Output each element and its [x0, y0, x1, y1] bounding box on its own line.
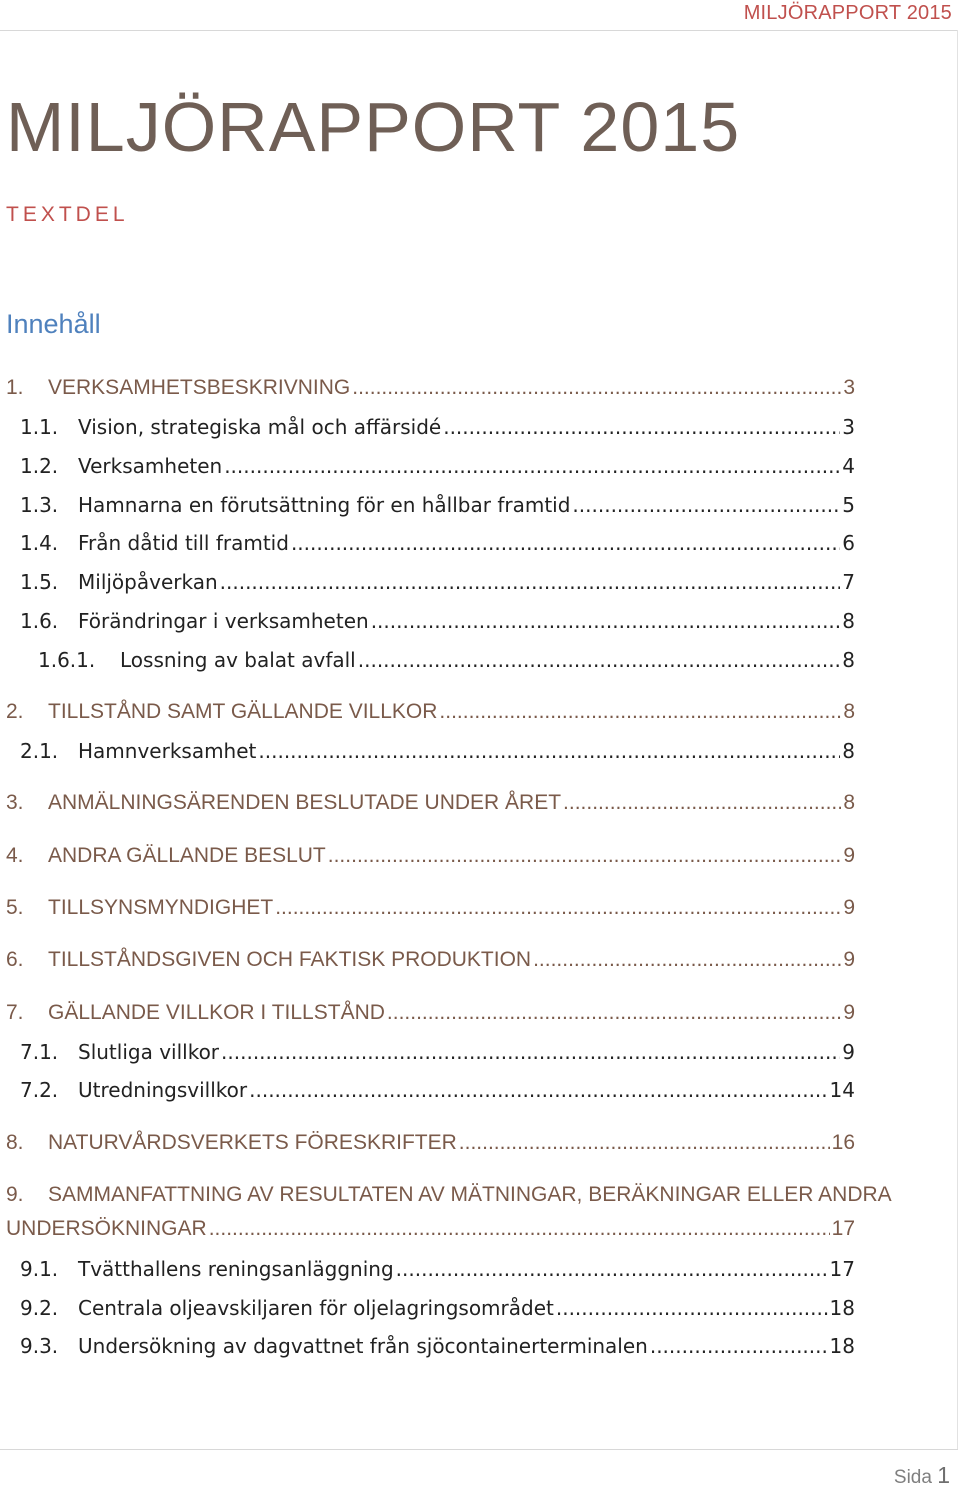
toc-entry-title: Förändringar i verksamheten: [78, 609, 369, 633]
toc-dot-leader: [439, 700, 841, 724]
toc-entry-page: 3: [843, 376, 855, 399]
toc-entry-page: 8: [843, 700, 855, 723]
running-header: MILJÖRAPPORT 2015: [743, 2, 952, 24]
toc-entry[interactable]: [6, 1001, 855, 1025]
footer-divider: [0, 1449, 958, 1450]
toc-entry-page: 5: [842, 493, 855, 517]
toc-entry-number: 1.1.: [20, 415, 59, 439]
toc-entry-number: 9.3.: [20, 1334, 59, 1358]
toc-entry[interactable]: [20, 739, 855, 763]
toc-entry-number: 9.: [6, 1183, 24, 1206]
toc-entry-title: SAMMANFATTNING AV RESULTATEN AV MÄTNINGAR, BERÄKNINGAR ELLER ANDRA: [48, 1183, 892, 1206]
toc-entry[interactable]: [20, 1040, 855, 1064]
document-title: MILJÖRAPPORT 2015: [6, 88, 741, 166]
header-divider: [0, 30, 958, 31]
toc-dot-leader: [275, 896, 841, 920]
toc-entry-number: 8.: [6, 1131, 24, 1154]
toc-entry-page: 9: [842, 1040, 855, 1064]
toc-entry-title: Slutliga villkor: [78, 1040, 220, 1064]
toc-dot-leader: [352, 376, 841, 400]
toc-entry-page: 6: [842, 531, 855, 555]
toc-entry-page: 9: [843, 948, 855, 971]
toc-entry-page: 16: [831, 1131, 855, 1154]
page-number: 1: [937, 1462, 950, 1488]
document-subtitle: TEXTDEL: [6, 203, 129, 226]
toc-dot-leader: [572, 493, 840, 517]
toc-entry-title: Vision, strategiska mål och affärsidé: [78, 415, 442, 439]
toc-entry-page: 8: [842, 739, 855, 763]
toc-entry[interactable]: [20, 1078, 855, 1102]
toc-entry-number: 2.: [6, 700, 24, 723]
toc-entry-page: 4: [842, 454, 855, 478]
toc-entry-line2: [6, 1212, 855, 1246]
toc-entry-number: 9.2.: [20, 1296, 59, 1320]
toc-entry[interactable]: [6, 791, 855, 815]
toc-entry-page: 8: [842, 609, 855, 633]
toc-entry[interactable]: [20, 570, 855, 594]
toc-entry-title: NATURVÅRDSVERKETS FÖRESKRIFTER: [48, 1131, 457, 1154]
toc-heading: Innehåll: [6, 309, 101, 339]
toc-dot-leader: [533, 948, 841, 972]
toc-entry-page: 7: [842, 570, 855, 594]
toc-dot-leader: [371, 609, 841, 633]
toc-entry-page: 17: [829, 1257, 855, 1281]
toc-entry-title: TILLSTÅNDSGIVEN OCH FAKTISK PRODUKTION: [48, 948, 532, 971]
toc-entry-title: Hamnarna en förutsättning för en hållbar framtid: [78, 493, 571, 517]
toc-dot-leader: [396, 1257, 828, 1281]
toc-entry[interactable]: [6, 896, 855, 920]
toc-entry-number: 6.: [6, 948, 24, 971]
toc-dot-leader: [387, 1001, 841, 1025]
toc-entry-page: 18: [829, 1296, 855, 1320]
toc-entry-number: 7.2.: [20, 1078, 59, 1102]
toc-entry[interactable]: [20, 1296, 855, 1320]
toc-dot-leader: [209, 1212, 830, 1246]
toc-entry-number: 1.5.: [20, 570, 59, 594]
toc-entry-number: 9.1.: [20, 1257, 59, 1281]
toc-entry[interactable]: [6, 700, 855, 724]
toc-entry[interactable]: [6, 376, 855, 400]
toc-entry-number: 1.4.: [20, 531, 59, 555]
toc-entry-page: 17: [831, 1217, 855, 1240]
toc-entry-number: 1.6.1.: [38, 648, 96, 672]
toc-entry-number: 2.1.: [20, 739, 59, 763]
toc-dot-leader: [650, 1334, 828, 1358]
toc-entry-number: 3.: [6, 791, 24, 814]
toc-entry[interactable]: [20, 531, 855, 555]
toc-entry[interactable]: [20, 1257, 855, 1281]
toc-entry[interactable]: [20, 1334, 855, 1358]
toc-entry-title: Tvätthallens reningsanläggning: [78, 1257, 394, 1281]
toc-entry-title: Hamnverksamhet: [78, 739, 257, 763]
page-footer: [894, 1462, 950, 1489]
toc-entry[interactable]: [20, 454, 855, 478]
toc-entry[interactable]: [38, 648, 855, 672]
toc-entry-number: 1.2.: [20, 454, 59, 478]
toc-entry-title: Verksamheten: [78, 454, 223, 478]
toc-dot-leader: [358, 648, 841, 672]
toc-entry-number: 1.6.: [20, 609, 59, 633]
toc-entry[interactable]: [6, 1131, 855, 1155]
toc-entry-page: 9: [843, 896, 855, 919]
toc-entry-title: VERKSAMHETSBESKRIVNING: [48, 376, 351, 399]
toc-entry-page: 9: [843, 1001, 855, 1024]
page-label: Sida: [893, 1467, 932, 1488]
toc-entry-number: 7.1.: [20, 1040, 59, 1064]
toc-dot-leader: [563, 791, 841, 815]
toc-entry-page: 18: [829, 1334, 855, 1358]
toc-entry-title: ANMÄLNINGSÄRENDEN BESLUTADE UNDER ÅRET: [48, 791, 562, 814]
toc-entry[interactable]: [20, 415, 855, 439]
toc-entry[interactable]: [20, 609, 855, 633]
toc-entry-title: GÄLLANDE VILLKOR I TILLSTÅND: [48, 1001, 385, 1024]
toc-dot-leader: [443, 415, 840, 439]
toc-entry-title: ANDRA GÄLLANDE BESLUT: [48, 844, 326, 867]
toc-entry-number: 1.3.: [20, 493, 59, 517]
toc-entry-title: Lossning av balat avfall: [120, 648, 356, 672]
toc-entry-number: 4.: [6, 844, 24, 867]
toc-entry-number: 7.: [6, 1001, 24, 1024]
toc-entry-page: 3: [842, 415, 855, 439]
toc-entry[interactable]: [6, 1178, 892, 1246]
toc-entry-title-continued: UNDERSÖKNINGAR: [6, 1217, 207, 1240]
toc-entry-title: TILLSTÅND SAMT GÄLLANDE VILLKOR: [48, 700, 438, 723]
toc-entry[interactable]: [20, 493, 855, 517]
toc-dot-leader: [224, 454, 840, 478]
toc-entry-title: Undersökning av dagvattnet från sjöcontainerterminalen: [78, 1334, 648, 1358]
toc-entry-title: Från dåtid till framtid: [78, 531, 289, 555]
toc-entry-line1: [6, 1178, 958, 1212]
toc-dot-leader: [221, 1040, 840, 1064]
toc-entry-title: Utredningsvillkor: [78, 1078, 248, 1102]
toc-dot-leader: [258, 739, 840, 763]
toc-entry-page: 14: [829, 1078, 855, 1102]
toc-entry-page: 8: [842, 648, 855, 672]
toc-dot-leader: [249, 1078, 827, 1102]
toc-dot-leader: [459, 1131, 830, 1155]
toc-dot-leader: [556, 1296, 828, 1320]
toc-dot-leader: [291, 531, 840, 555]
toc-entry-number: 5.: [6, 896, 24, 919]
toc-entry-page: 8: [843, 791, 855, 814]
toc-entry-title: Centrala oljeavskiljaren för oljelagringsområdet: [78, 1296, 554, 1320]
toc-dot-leader: [328, 844, 842, 868]
toc-entry-page: 9: [843, 844, 855, 867]
toc-dot-leader: [220, 570, 841, 594]
toc-entry-title: TILLSYNSMYNDIGHET: [48, 896, 274, 919]
toc-entry-title: Miljöpåverkan: [78, 570, 218, 594]
toc-entry[interactable]: [6, 948, 855, 972]
page-edge-line: [957, 30, 958, 1450]
toc-entry-number: 1.: [6, 376, 24, 399]
toc-entry[interactable]: [6, 844, 855, 868]
